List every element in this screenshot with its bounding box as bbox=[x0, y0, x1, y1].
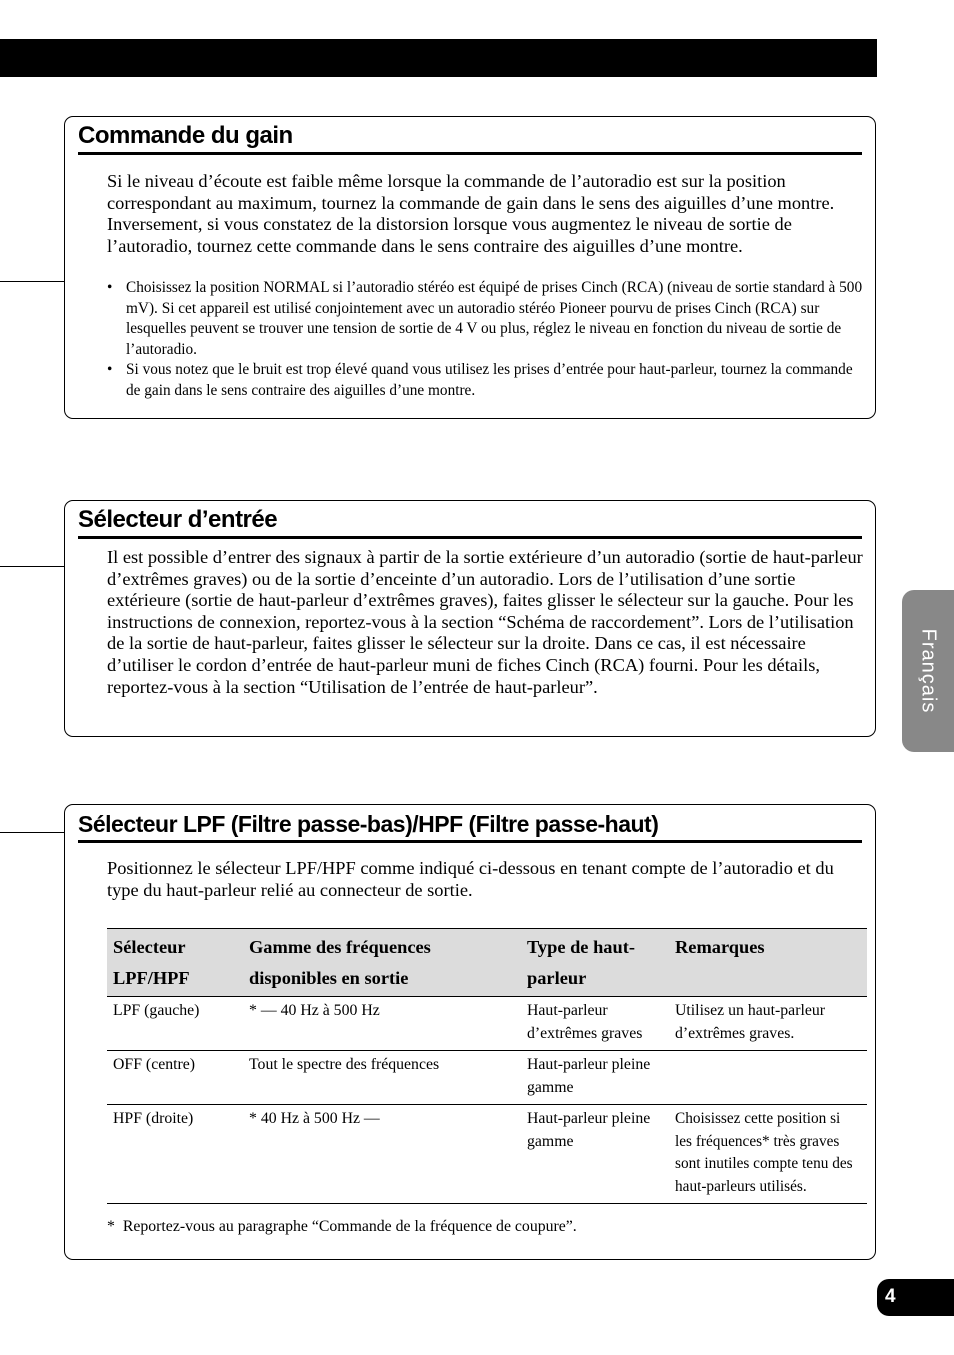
table-cell: Haut-parleur pleine gamme bbox=[521, 1051, 669, 1105]
language-label: Français bbox=[917, 628, 940, 714]
bullet-text: Choisissez la position NORMAL si l’autoradio stéréo est équipé de prises Cinch (RCA) (niveau de sortie standard à 500 mV). Si cet appareil est utilisé conjointement avec un autoradio stéréo Pioneer pourvu de prises Cinch (RCA) sur lesquelles peuvent se trouver une tension de sortie de 4 V ou plus, réglez le niveau en fonction du niveau de sortie de l’autoradio. bbox=[126, 279, 863, 358]
filter-title: Sélecteur LPF (Filtre passe-bas)/HPF (Filtre passe-haut) bbox=[78, 810, 862, 843]
bullet-text: Si vous notez que le bruit est trop élevé quand vous utilisez les prises d’entrée pour haut-parleur, tournez la commande de gain dans le sens contraire des aiguilles d’une montre. bbox=[126, 361, 853, 399]
margin-rule bbox=[0, 566, 64, 567]
gain-paragraph: Si le niveau d’écoute est faible même lorsque la commande de l’autoradio est sur la position correspondant au maximum, tournez la commande de gain dans le sens des aiguilles d’une montre. Inversement, si vous constatez de la distorsion lorsque vous augmentez le niveau de sortie de l’autoradio, tournez cette commande dans le sens contraire des aiguilles d’une montre. bbox=[107, 171, 835, 256]
gain-section bbox=[64, 116, 876, 419]
gain-title: Commande du gain bbox=[78, 122, 862, 155]
input-paragraph: Il est possible d’entrer des signaux à partir de la sortie extérieure d’un autoradio (sortie de haut-parleur d’extrêmes graves) ou de la sortie d’enceinte d’un autoradio. Lors de l’utilisation d’une sortie extérieure (sortie de haut-parleur d’extrêmes graves), faites glisser le sélecteur sur la gauche. Pour les instructions de connexion, reportez-vous à la section “Schéma de raccordement”. Lors de l’utilisation de la sortie de haut-parleur, faites glisser le sélecteur sur la droite. Dans ce cas, il est nécessaire d’utiliser le cordon d’entrée de haut-parleur muni de fiches Cinch (RCA) fourni. Pour les détails, reportez-vous à la section “Utilisation de l’entrée de haut-parleur”. bbox=[107, 547, 863, 697]
input-section bbox=[64, 500, 876, 737]
table-cell: LPF (gauche) bbox=[107, 997, 243, 1051]
table-row bbox=[107, 1105, 867, 1204]
table-cell: Haut-parleur pleine gamme bbox=[521, 1105, 669, 1204]
table-cell bbox=[669, 1051, 867, 1105]
margin-rule bbox=[0, 832, 64, 833]
table-cell: Tout le spectre des fréquences bbox=[243, 1051, 521, 1105]
table-header: Gamme des fréquences disponibles en sortie bbox=[243, 929, 521, 997]
table-cell: * — 40 Hz à 500 Hz bbox=[243, 997, 521, 1051]
margin-rule bbox=[0, 281, 64, 282]
footnote-text: Reportez-vous au paragraphe “Commande de la fréquence de coupure”. bbox=[122, 1218, 577, 1235]
filter-section bbox=[64, 804, 876, 1260]
table-header: Sélecteur LPF/HPF bbox=[107, 929, 243, 997]
table-cell: HPF (droite) bbox=[107, 1105, 243, 1204]
table-cell: Choisissez cette position si les fréquences* très graves sont inutiles compte tenu des haut-parleurs utilisés. bbox=[669, 1105, 867, 1204]
table-cell: Haut-parleur d’extrêmes graves bbox=[521, 997, 669, 1051]
filter-paragraph: Positionnez le sélecteur LPF/HPF comme indiqué ci-dessous en tenant compte de l’autoradio et du type du haut-parleur relié au connecteur de sortie. bbox=[107, 858, 834, 900]
bullet-icon: • bbox=[107, 361, 113, 378]
table-header: Remarques bbox=[669, 929, 867, 997]
page-number: 4 bbox=[885, 1286, 896, 1307]
table-footnote bbox=[107, 1217, 577, 1237]
bullet-item bbox=[107, 360, 865, 401]
table-cell: * 40 Hz à 500 Hz — bbox=[243, 1105, 521, 1204]
table-header-row bbox=[107, 929, 867, 997]
table-row bbox=[107, 1051, 867, 1105]
input-title: Sélecteur d’entrée bbox=[78, 506, 862, 539]
table-header: Type de haut-parleur bbox=[521, 929, 669, 997]
table-row bbox=[107, 997, 867, 1051]
page-number-tab bbox=[877, 1279, 954, 1316]
gain-bullets bbox=[107, 278, 865, 401]
header-bar bbox=[0, 39, 877, 77]
table-cell: OFF (centre) bbox=[107, 1051, 243, 1105]
bullet-item bbox=[107, 278, 865, 360]
filter-table bbox=[107, 928, 867, 1204]
language-tab bbox=[902, 590, 954, 752]
table-cell: Utilisez un haut-parleur d’extrêmes graves. bbox=[669, 997, 867, 1051]
footnote-marker: * bbox=[107, 1218, 115, 1235]
bullet-icon: • bbox=[107, 279, 113, 296]
